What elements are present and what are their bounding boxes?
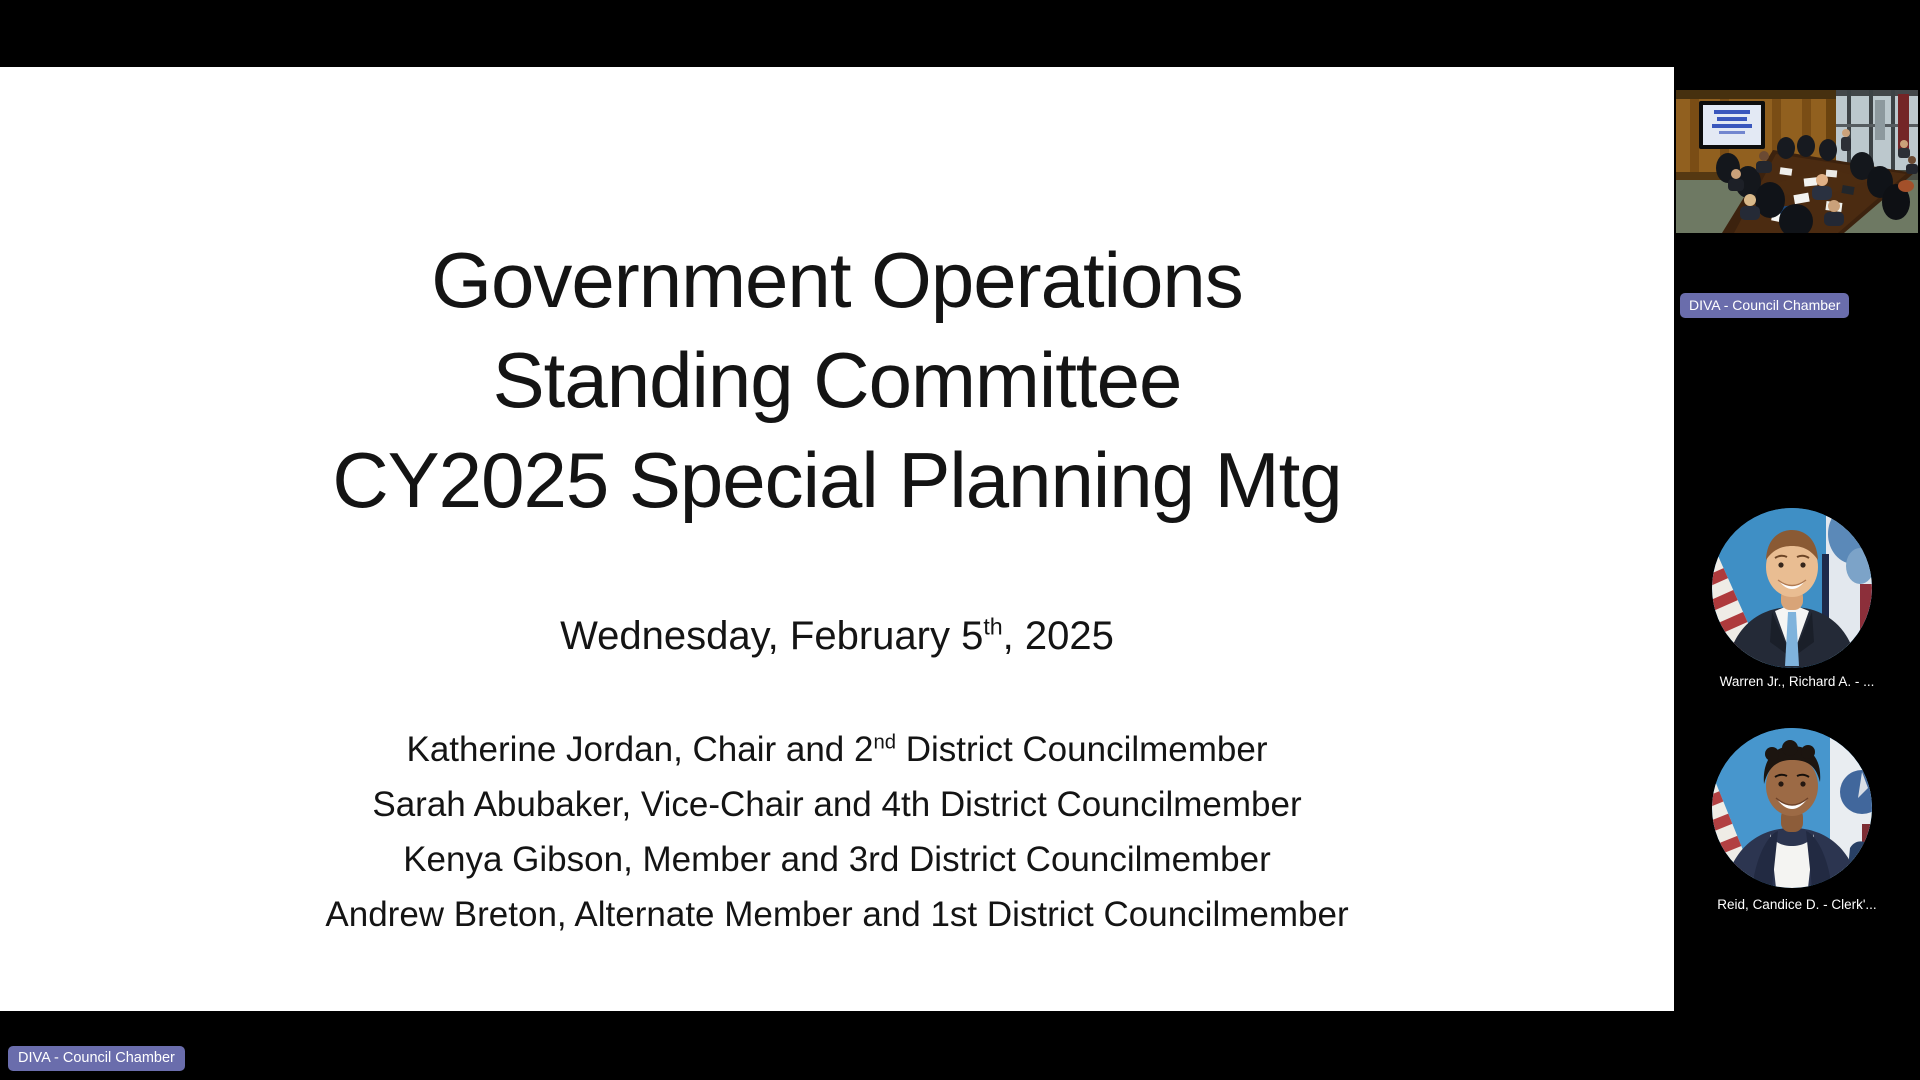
slide-title-line: CY2025 Special Planning Mtg xyxy=(332,436,1342,524)
slide-date xyxy=(0,613,1674,659)
avatar-photo-warren xyxy=(1712,508,1872,668)
slide-member-line: Andrew Breton, Alternate Member and 1st District Councilmember xyxy=(325,895,1349,934)
slide-member-line: Katherine Jordan, Chair and 2nd District Councilmember xyxy=(406,730,1268,769)
slide-date-text: Wednesday, February 5 xyxy=(560,614,984,658)
active-speaker-name-tag: DIVA - Council Chamber xyxy=(8,1046,185,1071)
slide-member-list xyxy=(0,722,1674,942)
slide-title-line: Government Operations xyxy=(431,236,1243,324)
avatar-photo-reid xyxy=(1712,728,1872,888)
slide-title xyxy=(0,230,1674,530)
participant-tile-warren[interactable] xyxy=(1712,508,1872,668)
slide-date-text: , 2025 xyxy=(1002,614,1114,658)
participant-name-tag-council-chamber: DIVA - Council Chamber xyxy=(1680,293,1849,318)
participant-name-warren: Warren Jr., Richard A. - ... xyxy=(1719,674,1875,689)
standing-presenter xyxy=(1841,129,1851,151)
slide-member-line: Sarah Abubaker, Vice-Chair and 4th District Councilmember xyxy=(372,785,1302,824)
participant-tile-council-chamber[interactable] xyxy=(1676,90,1918,233)
slide-title-line: Standing Committee xyxy=(492,336,1182,424)
slide-member-line: Kenya Gibson, Member and 3rd District Councilmember xyxy=(403,840,1271,879)
shared-presentation-slide xyxy=(0,67,1674,1011)
participant-name-reid: Reid, Candice D. - Clerk'... xyxy=(1717,897,1877,912)
council-chamber-video xyxy=(1676,90,1918,233)
participant-tile-reid[interactable] xyxy=(1712,728,1872,888)
slide-date-ordinal: th xyxy=(983,613,1003,640)
participants-sidebar xyxy=(1674,0,1920,1080)
